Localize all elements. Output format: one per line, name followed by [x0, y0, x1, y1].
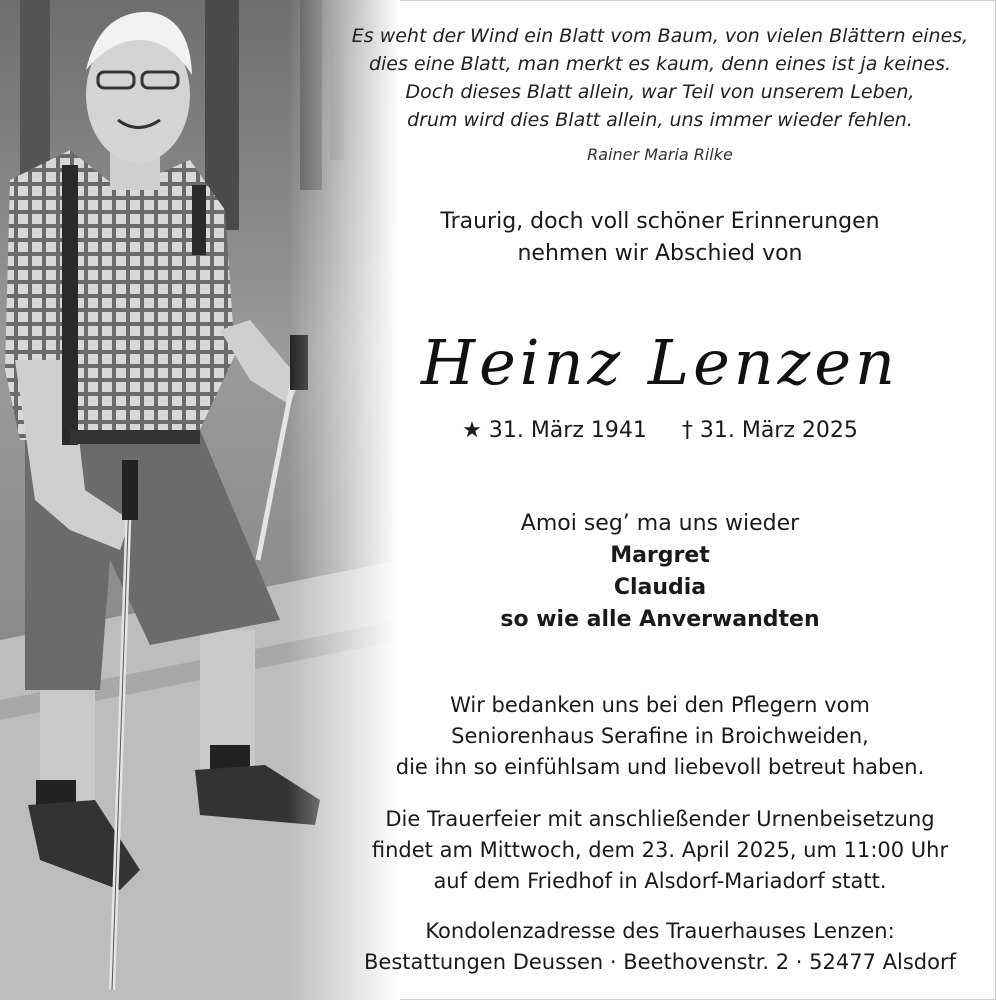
birth-date: ★ 31. März 1941 — [462, 418, 647, 443]
life-dates — [340, 418, 980, 443]
service-line: auf dem Friedhof in Alsdorf-Mariadorf statt. — [433, 869, 887, 893]
intro-line: Traurig, doch voll schöner Erinnerungen — [440, 209, 880, 234]
thanks-line: Wir bedanken uns bei den Pflegern vom — [450, 693, 870, 717]
thanks-text — [340, 690, 980, 783]
service-line: Die Trauerfeier mit anschließender Urnenbeisetzung — [385, 807, 935, 831]
poem-line: dies eine Blatt, man merkt es kaum, denn eines ist ja keines. — [368, 53, 952, 75]
address-line: Bestattungen Deussen · Beethovenstr. 2 · 52477 Alsdorf — [364, 950, 956, 974]
poem-line: Es weht der Wind ein Blatt vom Baum, von vielen Blättern eines, — [351, 25, 969, 47]
poem-line: drum wird dies Blatt allein, uns immer wieder fehlen. — [407, 109, 913, 131]
poem-line: Doch dieses Blatt allein, war Teil von unserem Leben, — [405, 81, 915, 103]
poem-author: Rainer Maria Rilke — [587, 145, 733, 164]
service-info — [340, 804, 980, 897]
thanks-line: die ihn so einfühlsam und liebevoll betreut haben. — [395, 755, 925, 779]
thanks-line: Seniorenhaus Serafine in Broichweiden, — [451, 724, 869, 748]
service-line: findet am Mittwoch, dem 23. April 2025, um 11:00 Uhr — [371, 838, 949, 862]
mourner-name: so wie alle Anverwandten — [500, 607, 820, 632]
death-date: † 31. März 2025 — [681, 418, 858, 443]
address-line: Kondolenzadresse des Trauerhauses Lenzen: — [425, 919, 895, 943]
deceased-name — [340, 318, 980, 418]
intro-line: nehmen wir Abschied von — [517, 241, 803, 266]
mourner-name: Margret — [610, 543, 710, 568]
deceased-name-text: Heinz Lenzen — [421, 326, 899, 399]
intro-text — [340, 206, 980, 270]
poem — [340, 22, 980, 134]
mourners-block — [340, 508, 980, 636]
mourner-name: Claudia — [613, 575, 707, 600]
condolence-address — [340, 916, 980, 978]
deceased-name-script — [340, 318, 980, 418]
closing-phrase: Amoi seg’ ma uns wieder — [520, 511, 800, 536]
